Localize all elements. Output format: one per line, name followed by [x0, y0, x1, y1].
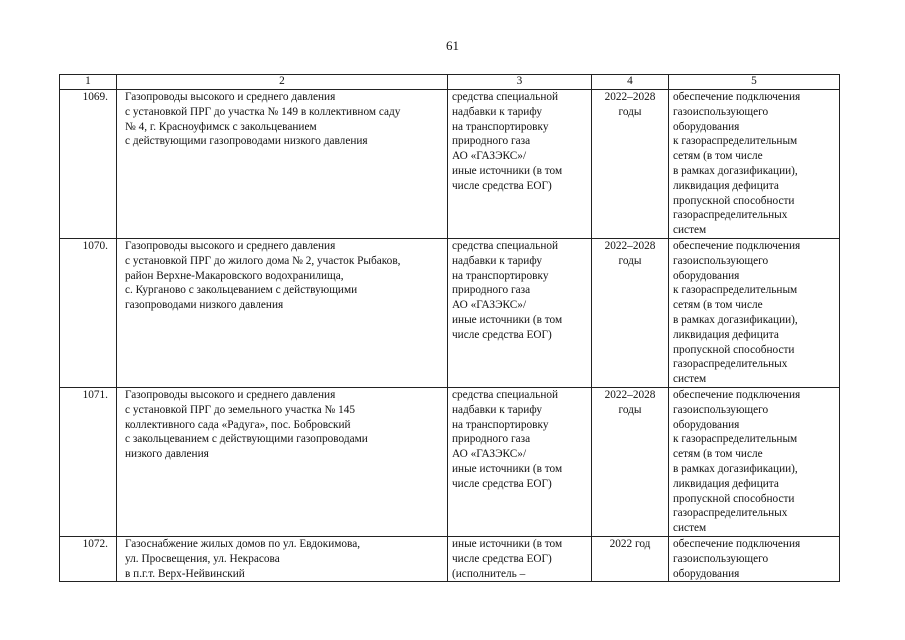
- page-number: 61: [446, 38, 459, 53]
- funding-source: средства специальной надбавки к тарифу на транспортировку природного газа АО «ГАЗЭКС»/ иные источники (в том числе средства ЕОГ): [448, 387, 592, 536]
- project-purpose: обеспечение подключения газоиспользующего оборудования к газораспределительным сетям (в том числе в рамках догазификации), ликвидация дефицита пропускной способности газораспределительных систем: [669, 90, 840, 239]
- table-row: [60, 90, 840, 239]
- funding-source: средства специальной надбавки к тарифу на транспортировку природного газа АО «ГАЗЭКС»/ иные источники (в том числе средства ЕОГ): [448, 238, 592, 387]
- table-header-row: [60, 75, 840, 90]
- project-purpose: обеспечение подключения газоиспользующего оборудования: [669, 536, 840, 581]
- row-number: 1072.: [60, 536, 117, 581]
- project-purpose: обеспечение подключения газоиспользующего оборудования к газораспределительным сетям (в том числе в рамках догазификации), ликвидация дефицита пропускной способности газораспределительных систем: [669, 387, 840, 536]
- table-row: [60, 387, 840, 536]
- column-header: 3: [448, 75, 592, 90]
- object-description: Газопроводы высокого и среднего давления с установкой ПРГ до земельного участка № 145 коллективного сада «Радуга», пос. Бобровский с закольцеванием с действующими газопроводами низкого давления: [117, 387, 448, 536]
- implementation-term: 2022–2028 годы: [592, 90, 669, 239]
- column-header: 4: [592, 75, 669, 90]
- column-header: 2: [117, 75, 448, 90]
- table-row: [60, 238, 840, 387]
- implementation-term: 2022–2028 годы: [592, 238, 669, 387]
- row-number: 1069.: [60, 90, 117, 239]
- column-header: 1: [60, 75, 117, 90]
- object-description: Газопроводы высокого и среднего давления с установкой ПРГ до жилого дома № 2, участок Рыбаков, район Верхне-Макаровского водохранилища, с. Курганово с закольцеванием с действующими газопроводами низкого давления: [117, 238, 448, 387]
- object-description: Газопроводы высокого и среднего давления с установкой ПРГ до участка № 149 в коллективном саду № 4, г. Красноуфимск с закольцеванием с действующими газопроводами низкого давления: [117, 90, 448, 239]
- project-purpose: обеспечение подключения газоиспользующего оборудования к газораспределительным сетям (в том числе в рамках догазификации), ликвидация дефицита пропускной способности газораспределительных систем: [669, 238, 840, 387]
- funding-source: иные источники (в том числе средства ЕОГ) (исполнитель –: [448, 536, 592, 581]
- object-description: Газоснабжение жилых домов по ул. Евдокимова, ул. Просвещения, ул. Некрасова в п.г.т. Верх-Нейвинский: [117, 536, 448, 581]
- program-table: [59, 74, 840, 582]
- funding-source: средства специальной надбавки к тарифу на транспортировку природного газа АО «ГАЗЭКС»/ иные источники (в том числе средства ЕОГ): [448, 90, 592, 239]
- table-row: [60, 536, 840, 581]
- row-number: 1070.: [60, 238, 117, 387]
- implementation-term: 2022–2028 годы: [592, 387, 669, 536]
- column-header: 5: [669, 75, 840, 90]
- row-number: 1071.: [60, 387, 117, 536]
- implementation-term: 2022 год: [592, 536, 669, 581]
